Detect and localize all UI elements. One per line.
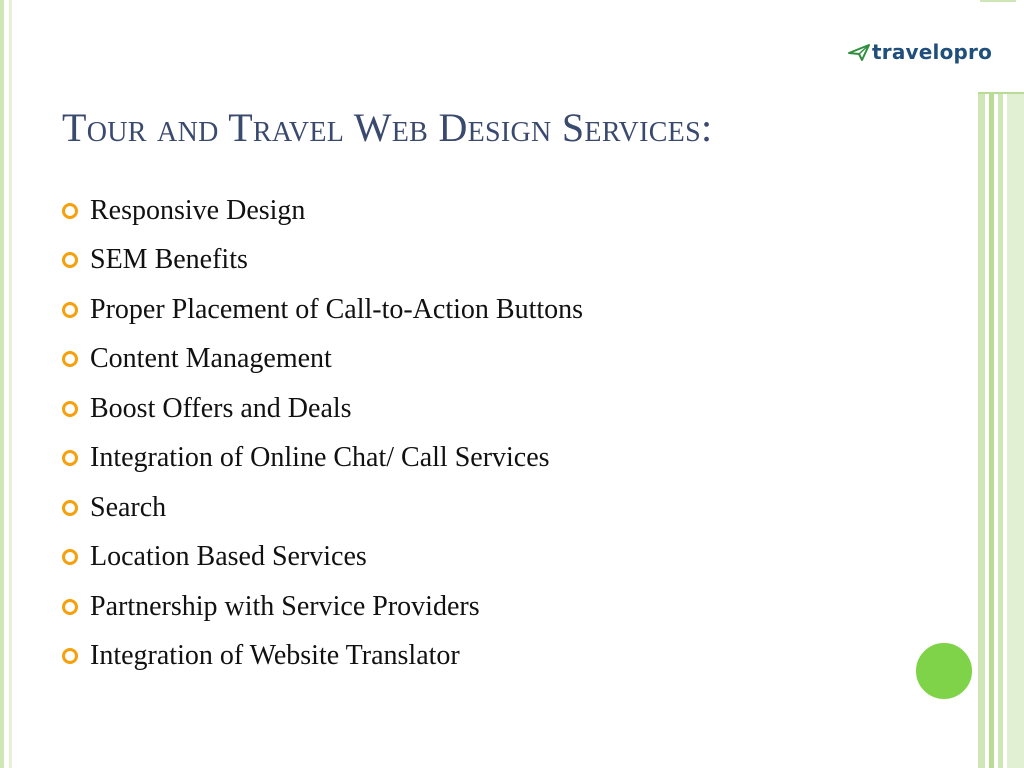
list-item [62,434,583,484]
bullet-text: Partnership with Service Providers [90,590,480,622]
list-item [62,533,583,583]
ring-bullet-icon [62,351,78,367]
list-item [62,236,583,286]
right-decorative-bars [978,92,1024,768]
travelopro-logo [848,38,992,66]
list-item [62,582,583,632]
green-circle-decoration [913,640,975,702]
bullet-text: Integration of Online Chat/ Call Services [90,442,550,474]
ring-bullet-icon [62,599,78,615]
bullet-text: Content Management [90,343,332,375]
left-decorative-bar [0,0,4,768]
list-item [62,384,583,434]
ring-bullet-icon [62,648,78,664]
right-bars-top-line [978,92,1024,94]
bullet-text: Boost Offers and Deals [90,392,352,424]
ring-bullet-icon [62,302,78,318]
ring-bullet-icon [62,203,78,219]
right-bar [998,92,1003,768]
right-bar [978,92,985,768]
slide-title: Tour and Travel Web Design Services: [62,105,713,150]
left-decorative-bar-thin [9,0,12,768]
paper-plane-icon [848,42,870,62]
bullet-text: Integration of Website Translator [90,640,460,672]
bullet-text: Proper Placement of Call-to-Action Buttons [90,293,584,325]
right-bar [1007,92,1024,768]
bullet-text: Location Based Services [90,541,367,573]
list-item [62,483,583,533]
bullet-text: Search [90,491,167,523]
logo-text: travelopro [872,40,993,64]
ring-bullet-icon [62,549,78,565]
list-item [62,285,583,335]
ring-bullet-icon [62,401,78,417]
list-item [62,186,583,236]
list-item [62,632,583,682]
ring-bullet-icon [62,450,78,466]
bullet-text: SEM Benefits [90,244,248,276]
bullet-list [62,186,583,681]
ring-bullet-icon [62,500,78,516]
top-decorative-line [980,0,1016,2]
right-bar [989,92,994,768]
list-item [62,335,583,385]
ring-bullet-icon [62,252,78,268]
bullet-text: Responsive Design [90,194,306,226]
